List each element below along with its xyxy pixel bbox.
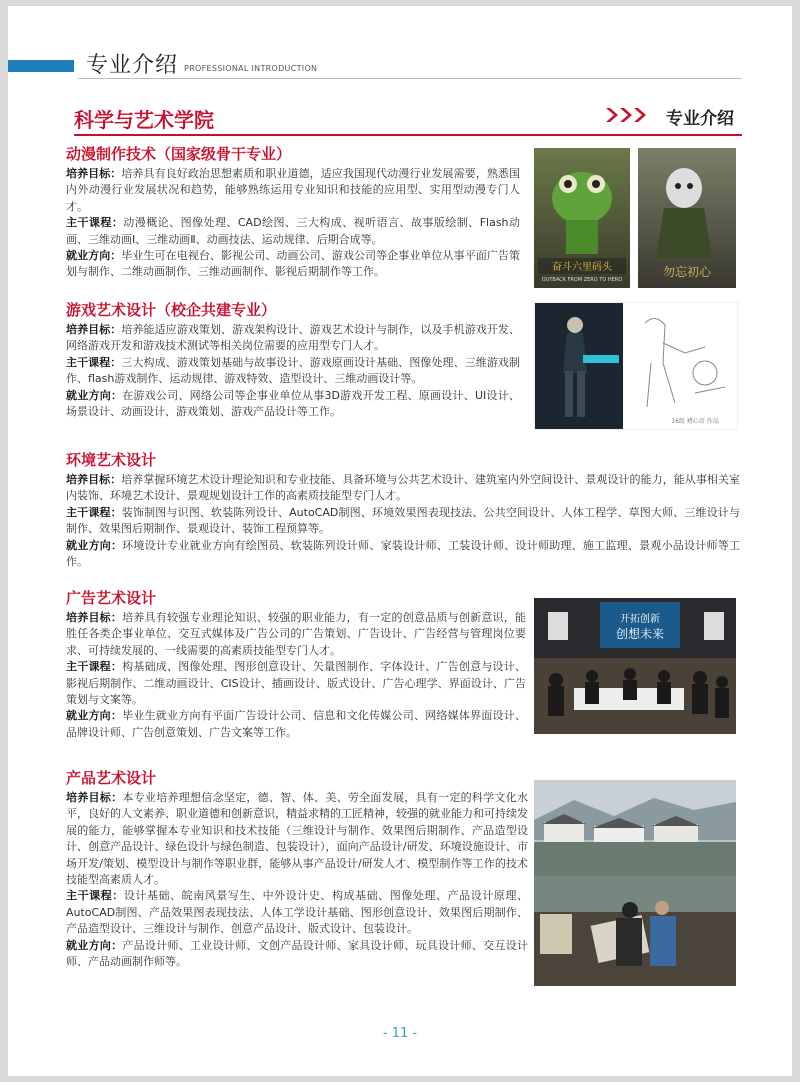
game-character-image: [534, 302, 738, 430]
major-goal: 培养目标：本专业培养理想信念坚定，德、智、体、美、劳全面发展，具有一定的科学文化水平，良好的人文素养、职业道德和创新意识，精益求精的工匠精神，较强的就业能力和可持续发展的能力，能够掌握本专业知识和技术技能（三维设计与制作、效果图后期制作、产品造型设计、创意产品设计、绿色设计与绿色制造、包装设计），面向产品设计/研发、环境设施设计、市场开发/策划、模型设计与制作等职业群，能够从事产品设计/研发人才、模型制作等工作的技术技能型高素质人才。: [66, 791, 528, 887]
major-product-art: [66, 768, 528, 970]
major-goal: 培养目标：培养具有良好政治思想素质和职业道德，适应我国现代动漫行业发展需要，熟悉国内外动漫行业发展状况和趋势，能够熟练运用专业知识和技能的应用型、实用型动漫专门人才。: [66, 167, 520, 213]
major-goal: 培养目标：培养能适应游戏策划、游戏架构设计、游戏艺术设计与制作，以及手机游戏开发、网络游戏开发和游戏技术测试等相关岗位需要的应用型专门人才。: [66, 323, 520, 353]
major-title: 产品艺术设计: [66, 769, 157, 787]
major-title: 环境艺术设计: [66, 451, 157, 469]
major-environment-art: [66, 450, 740, 570]
major-courses: 主干课程：动漫概论、图像处理、CAD绘图、三大构成、视听语言、故事版绘制、Flash动画、三维动画Ⅰ、三维动画Ⅱ、动画技法、运动规律、后期合成等。: [66, 216, 520, 246]
title-divider: [74, 134, 742, 136]
classroom-photo: [534, 598, 736, 734]
major-career: 就业方向：在游戏公司、网络公司等企事业单位从事3D游戏开发工程、原画设计、UI设计、场景设计、动画设计、游戏策划、游戏产品设计等工作。: [66, 388, 520, 419]
major-goal: 培养目标：培养掌握环境艺术设计理论知识和专业技能、具备环境与公共艺术设计、建筑室内外空间设计、景观设计的能力，能从事相关室内装饰、环境艺术设计、景观规划设计工作的高素质技能型专门人才。: [66, 473, 740, 503]
major-game-art: [66, 300, 520, 420]
sketching-photo: [534, 780, 736, 986]
major-career: 就业方向：环境设计专业就业方向有绘图员、软装陈列设计师、家装设计师、工装设计师、设计师助理、施工监理、景观小品设计师等工作。: [66, 538, 740, 569]
major-courses: 主干课程：设计基础、皖南风景写生、中外设计史、构成基础、图像处理、产品设计原理、AutoCAD制图、产品效果图表现技法、人体工学设计基础、图形创意设计、效果图后期制作、产品造型设计、三维设计与制作、创意产品设计、版式设计、包装设计。: [66, 889, 529, 936]
chevrons-icon: [604, 106, 660, 124]
section-tag: 专业介绍: [666, 109, 734, 129]
header-divider: [78, 78, 742, 79]
page-number: - 11 -: [382, 1026, 418, 1041]
svg-text:创想未来: 创想未来: [615, 627, 665, 641]
animation-posters-image: [534, 148, 736, 288]
header-accent-bar: [8, 60, 74, 72]
major-career: 就业方向：毕业生可在电视台、影视公司、动画公司、游戏公司等企事业单位从事平面广告策划与制作、二维动画制作、三维动画制作、影视后期制作等工作。: [66, 249, 520, 279]
svg-text:勿忘初心: 勿忘初心: [662, 265, 712, 279]
major-courses: 主干课程：构基础成、图像处理、图形创意设计、矢量图制作、字体设计、广告创意与设计、影视后期制作、二维动画设计、CIS设计、插画设计、版式设计、广告心理学、界面设计、广告策划与文案等。: [66, 660, 526, 707]
major-title: 广告艺术设计: [66, 589, 157, 607]
major-career: 就业方向：产品设计师、工业设计师、文创产品设计师、家具设计师、玩具设计师、交互设计师、产品动画制作师等。: [66, 938, 528, 969]
svg-text:OUTBACK FROM ZERO TO HERO: OUTBACK FROM ZERO TO HERO: [541, 277, 623, 283]
college-title: 科学与艺术学院: [74, 108, 214, 132]
major-advertising-art: [66, 588, 526, 741]
header-subtitle: PROFESSIONAL INTRODUCTION: [184, 64, 318, 73]
svg-text:奋斗六里码头: 奋斗六里码头: [552, 262, 612, 273]
header-title: 专业介绍: [86, 53, 179, 78]
major-title: 动漫制作技术（国家级骨干专业）: [66, 145, 292, 163]
major-animation: [66, 144, 520, 281]
page: [8, 6, 792, 1076]
svg-text:开拓创新: 开拓创新: [620, 614, 660, 625]
major-courses: 主干课程：三大构成、游戏策划基础与故事设计、游戏原画设计基础、图像处理、三维游戏制作、flash游戏制作、运动规律、游戏特效、造型设计、三维动画设计等。: [66, 355, 520, 386]
major-career: 就业方向：毕业生就业方向有平面广告设计公司、信息和文化传媒公司、网络媒体界面设计、品牌设计师、广告创意策划、广告文案等工作。: [66, 709, 526, 739]
major-title: 游戏艺术设计（校企共建专业）: [66, 301, 277, 319]
major-goal: 培养目标：培养具有较强专业理论知识、较强的职业能力，有一定的创意品质与创新意识，能胜任各类企事业单位、交互式媒体及广告公司的广告策划、广告设计、广告经营与管理岗位要求、可持续发展的、一线需要的高素质技能型专门人才。: [66, 611, 526, 657]
major-courses: 主干课程：装饰制图与识图、软装陈列设计、AutoCAD制图、环境效果图表现技法、公共空间设计、人体工程学、草图大师、三维设计与制作、效果图后期制作、景观设计、装饰工程预算等。: [66, 505, 741, 536]
svg-text:16级 褚心语 作品: 16级 褚心语 作品: [671, 418, 719, 425]
